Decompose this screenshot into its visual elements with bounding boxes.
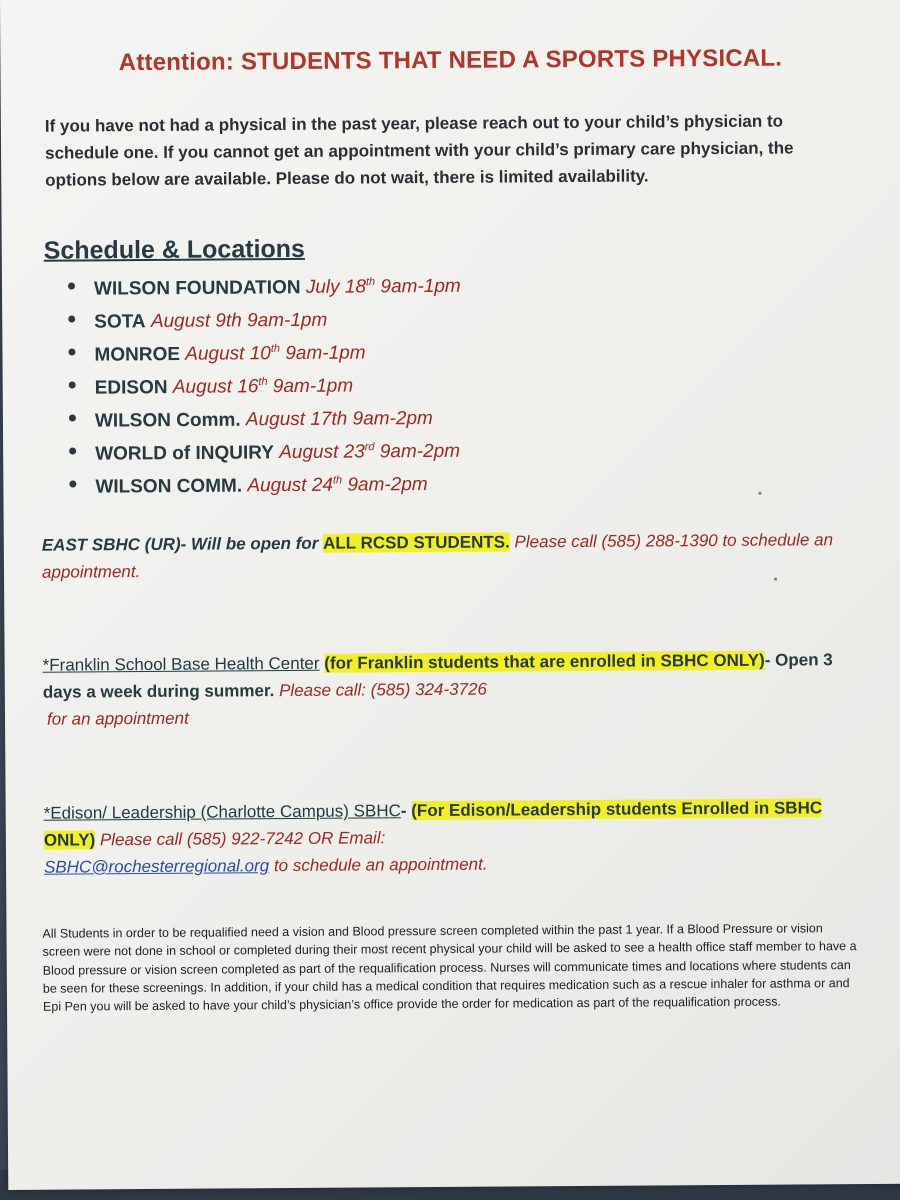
east-highlight: ALL RCSD STUDENTS. [323,532,510,553]
schedule-location: WILSON COMM. [95,475,243,498]
schedule-date: August 17th 9am-2pm [245,408,433,431]
schedule-item [63,432,462,468]
schedule-list [62,267,462,501]
east-label: EAST SBHC (UR)- Will be open for [41,533,324,555]
franklin-call-2: for an appointment [46,708,189,729]
edison-name: *Edison/ Leadership (Charlotte Campus) SBHC [43,801,401,823]
schedule-date: August 23rd 9am-2pm [279,441,461,464]
intro-paragraph: If you have not had a physical in the past year, please reach out to your child’s physician to schedule one. If you cannot get an appointment with your child’s primary care physician, the options below are available. Please do not wait, there is limited availability. [44,111,794,190]
fine-print: All Students in order to be requalified need a vision and Blood pressure screen completed within the past 1 year. If a Blood Pressure or vision screen were not done in school or completed during their most recent physical your child will be asked to see a health office staff member to have a Blood pressure or vision screen completed as part of the requalification process. Nurses will communicate times and locations where students can be seen for these screenings. In addition, if your child has a medical condition that requires medication such as a rescue inhaler for asthma or and Epi Pen you will be asked to have your child’s physician’s office provide the order for medication as part of the requalification process. [42,921,857,1014]
schedule-location: WORLD of INQUIRY [95,442,274,465]
schedule-date: August 24th 9am-2pm [247,474,428,497]
franklin-notice [43,646,854,733]
schedule-date: August 9th 9am-1pm [150,310,328,333]
franklin-open: - Open 3 days a week during summer. [42,650,833,702]
schedule-item [63,366,462,402]
edison-after: to schedule an appointment. [269,854,488,876]
schedule-item [63,399,462,435]
franklin-name: *Franklin School Base Health Center [42,653,320,675]
page-title: Attention: STUDENTS THAT NEED A SPORTS PHYSICAL. [118,44,783,77]
schedule-date: August 16th 9am-1pm [172,375,354,399]
schedule-heading: Schedule & Locations [43,234,306,265]
schedule-location: SOTA [94,311,146,333]
franklin-highlight: (for Franklin students that are enrolled in SBHC ONLY) [324,650,765,673]
edison-call: Please call (585) 922-7242 OR Email: [95,828,386,850]
edison-notice: *Edison/ Leadership (Charlotte Campus) SBHC- (For Edison/Leadership students Enrolled in SBHC ONLY) Please call (585) 922-7242 OR Email: SBHC@rochesterregional.org to schedule an appointment. [43,798,823,877]
schedule-date: July 18th 9am-1pm [305,276,461,299]
schedule-location: EDISON [94,377,168,399]
email-link[interactable]: SBHC@rochesterregional.org [43,856,270,877]
east-call: Please call (585) 288-1390 to schedule an appointment. [41,530,834,582]
schedule-item [63,465,462,501]
edison-highlight: (For Edison/Leadership students Enrolled in SBHC ONLY) [43,798,823,850]
paper-speck [758,492,761,495]
schedule-item [62,300,461,336]
east-sbhc-notice [42,526,852,586]
schedule-item [62,267,461,303]
schedule-item [62,333,461,369]
schedule-location: MONROE [94,344,181,366]
franklin-call: Please call: (585) 324-3726 [274,679,488,701]
schedule-date: August 10th 9am-1pm [185,342,366,366]
schedule-location: WILSON FOUNDATION [93,277,301,300]
schedule-location: WILSON Comm. [94,409,241,432]
paper-speck [774,578,777,581]
